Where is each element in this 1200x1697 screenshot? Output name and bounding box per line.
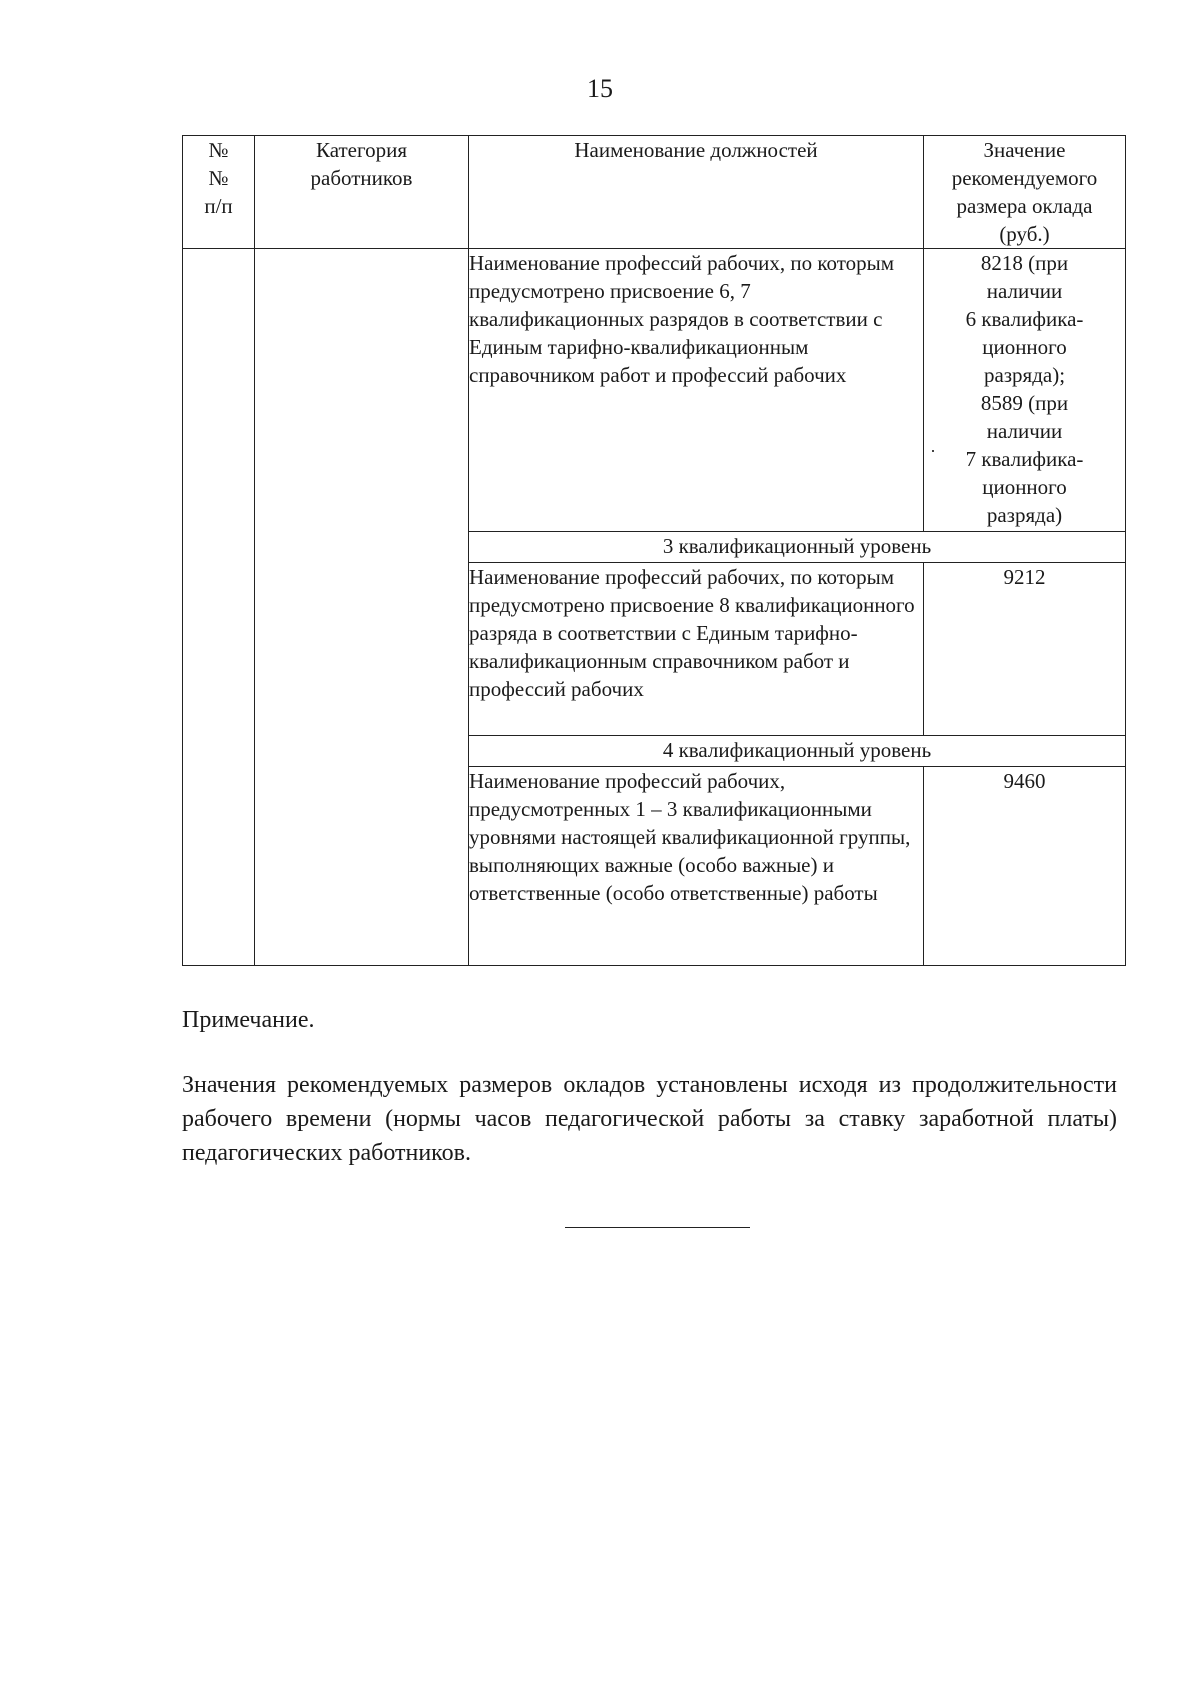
salary-value-cell: 9212 — [924, 563, 1126, 736]
position-name-cell: Наименование профессий рабочих, по которым предусмотрено присвоение 8 квалификационного разряда в соответствии с Единым тарифно-квалификационным справочником работ и профессий рабочих — [469, 563, 924, 736]
header-salary-value: Значение рекомендуемого размера оклада (руб.) — [924, 136, 1126, 249]
position-name-cell: Наименование профессий рабочих, предусмотренных 1 – 3 квалификационными уровнями настоящей квалификационной группы, выполняющих важные (особо важные) и ответственные (особо ответственные) работы — [469, 767, 924, 966]
header-number: № № п/п — [183, 136, 255, 249]
end-divider — [565, 1227, 750, 1228]
number-cell — [183, 249, 255, 966]
note-title: Примечание. — [182, 1007, 315, 1033]
qualification-level-4: 4 квалификационный уровень — [469, 736, 1126, 767]
category-cell — [255, 249, 469, 966]
salary-value-cell: 9460 — [924, 767, 1126, 966]
note-text: Значения рекомендуемых размеров окладов установлены исходя из продолжительности рабочего времени (нормы часов педагогической работы за ставку заработной платы) педагогических работников. — [182, 1072, 1117, 1166]
table-row — [183, 249, 1126, 532]
header-position-name: Наименование должностей — [469, 136, 924, 249]
scan-speck — [932, 450, 934, 452]
header-category: Категория работников — [255, 136, 469, 249]
page-number: 15 — [587, 74, 613, 103]
position-name-cell: Наименование профессий рабочих, по которым предусмотрено присвоение 6, 7 квалификационных разрядов в соответствии с Единым тарифно-квалификационным справочником работ и профессий рабочих — [469, 249, 924, 532]
salary-value-cell: 8218 (при наличии 6 квалифика- ционного разряда); 8589 (при наличии 7 квалифика- ционного разряда) — [924, 249, 1126, 532]
table-header-row — [183, 136, 1126, 249]
qualification-level-3: 3 квалификационный уровень — [469, 532, 1126, 563]
salary-table — [182, 135, 1126, 966]
